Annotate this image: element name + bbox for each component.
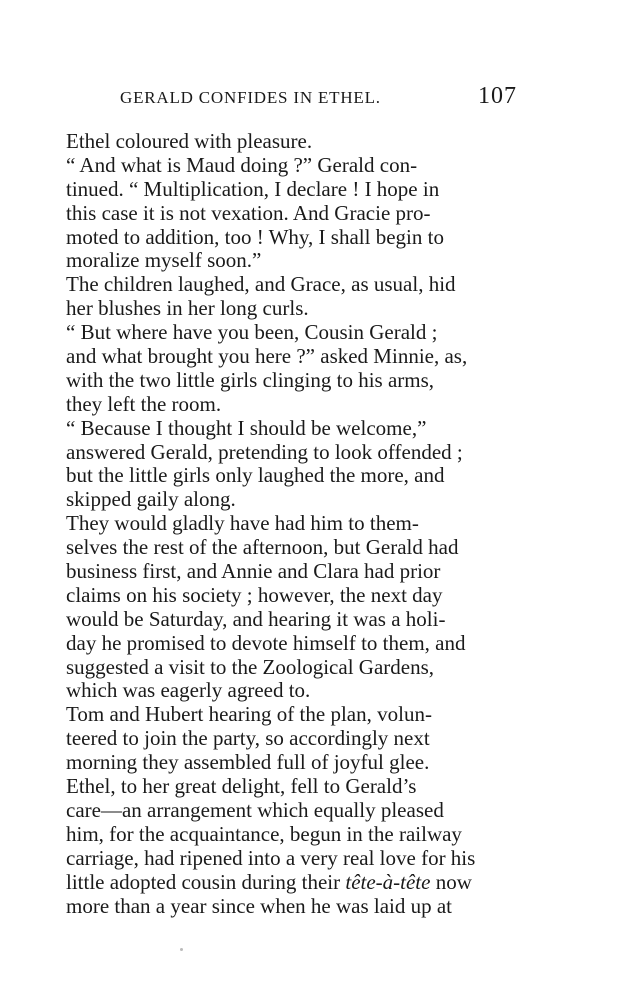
text-line [66, 775, 511, 799]
text-line [66, 345, 511, 369]
line-text: business first, and Annie and Clara had prior [66, 559, 441, 584]
line-text: Ethel, to her great delight, fell to Gerald’s [66, 774, 417, 799]
text-line [66, 632, 511, 656]
text-line [66, 202, 511, 226]
text-line [66, 799, 511, 823]
line-text: which was eagerly agreed to. [66, 678, 311, 703]
line-text: Tom and Hubert hearing of the plan, volun- [66, 702, 432, 727]
text-line [66, 417, 511, 441]
line-text: morning they assembled full of joyful glee. [66, 750, 430, 775]
text-line [66, 584, 511, 608]
text-line [66, 249, 511, 273]
line-text: answered Gerald, pretending to look offended ; [66, 439, 463, 464]
line-text: “ And what is Maud doing ?” Gerald con- [66, 152, 418, 177]
body-text [66, 130, 511, 918]
text-line [66, 679, 511, 703]
text-line [66, 703, 511, 727]
text-line [66, 727, 511, 751]
line-text: they left the room. [66, 391, 222, 416]
text-line [66, 464, 511, 488]
running-title: GERALD CONFIDES IN ETHEL. [120, 88, 381, 107]
line-text: but the little girls only laughed the more, and [66, 463, 445, 488]
line-text: moted to addition, too ! Why, I shall begin to [66, 224, 444, 249]
text-line [66, 130, 511, 154]
text-line [66, 608, 511, 632]
text-line [66, 488, 511, 512]
line-text: Ethel coloured with pleasure. [66, 129, 313, 153]
text-line [66, 154, 511, 178]
line-text: claims on his society ; however, the next day [66, 582, 443, 607]
text-line [66, 321, 511, 345]
line-text: her blushes in her long curls. [66, 296, 309, 321]
line-text: The children laughed, and Grace, as usual, hid [66, 272, 456, 297]
text-line [66, 369, 511, 393]
line-text: skipped gaily along. [66, 487, 236, 512]
text-line [66, 178, 511, 202]
line-text: more than a year since when he was laid up at [66, 893, 453, 918]
line-tail: now [430, 869, 472, 894]
line-text: and what brought you here ?” asked Minnie, as, [66, 344, 468, 369]
line-text: would be Saturday, and hearing it was a holi- [66, 606, 446, 631]
line-text: selves the rest of the afternoon, but Gerald had [66, 535, 459, 560]
line-text: They would gladly have had him to them- [66, 511, 419, 536]
text-line [66, 273, 511, 297]
line-text: carriage, had ripened into a very real love for his [66, 845, 476, 870]
italic-phrase: tête-à-tête [345, 869, 431, 894]
line-text: tinued. “ Multiplication, I declare ! I hope in [66, 176, 440, 201]
text-line [66, 871, 511, 895]
text-line [66, 441, 511, 465]
text-line [66, 751, 511, 775]
text-line [66, 512, 511, 536]
paper-speck [180, 948, 183, 951]
line-text: little adopted cousin during their [66, 869, 346, 894]
text-line [66, 560, 511, 584]
text-line [66, 656, 511, 680]
page-number: 107 [478, 83, 517, 109]
line-text: “ But where have you been, Cousin Gerald ; [66, 320, 438, 345]
text-line [66, 847, 511, 871]
text-line [66, 297, 511, 321]
line-text: teered to join the party, so accordingly next [66, 726, 430, 751]
line-text: day he promised to devote himself to them, and [66, 630, 466, 655]
text-line [66, 823, 511, 847]
line-text: care—an arrangement which equally pleased [66, 797, 444, 822]
line-text: “ Because I thought I should be welcome,” [66, 415, 427, 440]
line-text: with the two little girls clinging to his arms, [66, 367, 435, 392]
text-line [66, 393, 511, 417]
line-text: him, for the acquaintance, begun in the railway [66, 821, 462, 846]
line-text: suggested a visit to the Zoological Gardens, [66, 654, 435, 679]
text-line [66, 536, 511, 560]
text-line [66, 895, 511, 919]
text-line [66, 226, 511, 250]
line-text: moralize myself soon.” [66, 248, 262, 273]
line-text: this case it is not vexation. And Gracie pro- [66, 200, 431, 225]
